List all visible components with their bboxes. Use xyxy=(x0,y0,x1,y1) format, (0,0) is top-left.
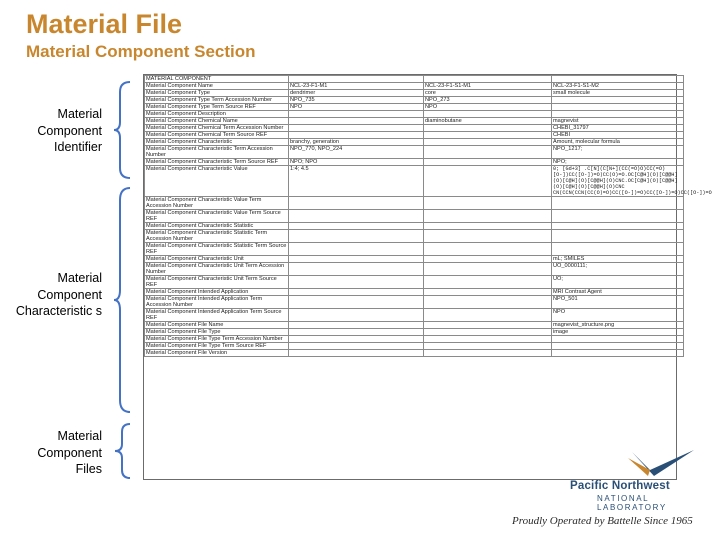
value-cell xyxy=(552,223,684,230)
table-row xyxy=(145,111,684,118)
value-cell: NPO_273 xyxy=(424,97,552,104)
value-cell: image xyxy=(552,329,684,336)
field-name-cell: Material Component File Name xyxy=(145,322,289,329)
pnnl-subtitle: NATIONAL LABORATORY xyxy=(597,494,667,512)
value-cell: Amount, molecular formula xyxy=(552,139,684,146)
table-row xyxy=(145,125,684,132)
field-name-cell: Material Component Chemical Term Source REF xyxy=(145,132,289,139)
value-cell: NPO xyxy=(424,104,552,111)
value-cell xyxy=(289,276,424,289)
table-row xyxy=(145,118,684,125)
value-cell xyxy=(424,230,552,243)
value-cell: dendrimer xyxy=(289,90,424,97)
table-row xyxy=(145,139,684,146)
field-name-cell: Material Component Type Term Source REF xyxy=(145,104,289,111)
table-row xyxy=(145,159,684,166)
value-cell xyxy=(424,166,552,197)
value-cell: NPO_501 xyxy=(552,296,684,309)
field-name-cell: Material Component Characteristic Term Source REF xyxy=(145,159,289,166)
field-name-cell: Material Component Characteristic Unit xyxy=(145,256,289,263)
files-group-label: Material Component Files xyxy=(37,429,102,476)
value-cell: NPO xyxy=(289,104,424,111)
value-cell xyxy=(289,336,424,343)
value-cell: NCL-23-F1-S1-M1 xyxy=(424,83,552,90)
value-cell xyxy=(424,210,552,223)
value-cell: NCL-23-F1-M1 xyxy=(289,83,424,90)
field-name-cell: Material Component Characteristic Value Term Accession Number xyxy=(145,197,289,210)
value-cell: UO; xyxy=(552,276,684,289)
field-name-cell: Material Component Characteristic Value xyxy=(145,166,289,197)
value-cell xyxy=(424,139,552,146)
field-name-cell: Material Component Description xyxy=(145,111,289,118)
value-cell: branchy, generation xyxy=(289,139,424,146)
value-cell: NPO; xyxy=(552,159,684,166)
field-name-cell: Material Component Name xyxy=(145,83,289,90)
value-cell: NPO_770, NPO_224 xyxy=(289,146,424,159)
table-row xyxy=(145,336,684,343)
table-row xyxy=(145,83,684,90)
value-cell xyxy=(424,322,552,329)
value-cell xyxy=(552,97,684,104)
slide-subtitle: Material Component Section xyxy=(26,42,256,61)
table-row xyxy=(145,210,684,223)
value-cell xyxy=(552,230,684,243)
value-cell xyxy=(552,197,684,210)
value-cell xyxy=(289,289,424,296)
value-cell: NPO xyxy=(552,309,684,322)
field-name-cell: MATERIAL COMPONENT xyxy=(145,76,289,83)
value-cell xyxy=(552,243,684,256)
table-row xyxy=(145,350,684,357)
value-cell: 0; [Gd+3] .C[N](C[N+](CC(=O)O)CC(=O)[O-])CC([O-])=O)CC(O)=O.OC[C@H](O)[C@@H](O)[C@H](O)[C@@H](O)CNC.OC[C@H](O)[C@@H](O)[C@H](O)[C@@H](O)CNC CN(CCN(CCN(CC(O)=O)CC([O-])=O)CC([O-])=O)CC([O-])=O xyxy=(553,166,712,196)
value-cell xyxy=(552,76,684,83)
characteristics-group-label: Material Component Characteristic s xyxy=(15,271,102,318)
files-brace xyxy=(112,422,134,480)
value-cell xyxy=(424,111,552,118)
value-cell: small molecule xyxy=(552,90,684,97)
value-cell xyxy=(424,276,552,289)
table-row xyxy=(145,276,684,289)
table-row xyxy=(145,166,684,197)
identifier-group-label: Material Component Identifier xyxy=(37,107,102,154)
value-cell xyxy=(424,146,552,159)
field-name-cell: Material Component Chemical Name xyxy=(145,118,289,125)
slide-title: Material File xyxy=(26,9,183,39)
table-row xyxy=(145,322,684,329)
material-component-grid xyxy=(144,75,712,357)
field-name-cell: Material Component Characteristic Value Term Source REF xyxy=(145,210,289,223)
field-name-cell: Material Component Characteristic Term Accession Number xyxy=(145,146,289,159)
table-row xyxy=(145,256,684,263)
value-cell xyxy=(424,243,552,256)
table-row xyxy=(145,132,684,139)
value-cell xyxy=(424,125,552,132)
table-row xyxy=(145,329,684,336)
field-name-cell: Material Component File Version xyxy=(145,350,289,357)
field-name-cell: Material Component Characteristic Unit Term Accession Number xyxy=(145,263,289,276)
value-cell: diaminobutane xyxy=(424,118,552,125)
value-cell: magnevist_structure.png xyxy=(552,322,684,329)
table-row xyxy=(145,309,684,322)
value-cell xyxy=(552,350,684,357)
field-name-cell: Material Component Characteristic Statistic xyxy=(145,223,289,230)
value-cell xyxy=(289,132,424,139)
value-cell xyxy=(289,350,424,357)
table-row xyxy=(145,90,684,97)
value-cell xyxy=(289,243,424,256)
value-cell: NPO_1217; xyxy=(552,146,684,159)
table-row xyxy=(145,343,684,350)
value-cell: MRI Contrast Agent xyxy=(552,289,684,296)
field-name-cell: Material Component Type xyxy=(145,90,289,97)
field-name-cell: Material Component File Type Term Accession Number xyxy=(145,336,289,343)
value-cell xyxy=(424,263,552,276)
value-cell: NPO; NPO xyxy=(289,159,424,166)
value-cell xyxy=(424,76,552,83)
field-name-cell: Material Component Characteristic Unit Term Source REF xyxy=(145,276,289,289)
value-cell xyxy=(289,309,424,322)
field-name-cell: Material Component File Type xyxy=(145,329,289,336)
value-cell xyxy=(289,210,424,223)
value-cell xyxy=(289,223,424,230)
value-cell xyxy=(289,76,424,83)
field-name-cell: Material Component Intended Application xyxy=(145,289,289,296)
value-cell xyxy=(424,159,552,166)
value-cell xyxy=(424,336,552,343)
table-row xyxy=(145,76,684,83)
value-cell xyxy=(289,111,424,118)
table-row xyxy=(145,97,684,104)
table-row xyxy=(145,296,684,309)
value-cell xyxy=(289,256,424,263)
value-cell xyxy=(289,230,424,243)
table-row xyxy=(145,289,684,296)
value-cell xyxy=(289,329,424,336)
table-row xyxy=(145,263,684,276)
field-name-cell: Material Component Intended Application Term Source REF xyxy=(145,309,289,322)
value-cell xyxy=(289,296,424,309)
value-cell: CHEBI xyxy=(552,132,684,139)
field-name-cell: Material Component Type Term Accession Number xyxy=(145,97,289,104)
value-cell xyxy=(424,197,552,210)
table-row xyxy=(145,197,684,210)
value-cell xyxy=(289,263,424,276)
value-cell: core xyxy=(424,90,552,97)
value-cell xyxy=(289,125,424,132)
pnnl-name: Pacific Northwest xyxy=(570,480,670,492)
value-cell xyxy=(289,343,424,350)
field-name-cell: Material Component Characteristic xyxy=(145,139,289,146)
value-cell xyxy=(424,309,552,322)
identifier-brace xyxy=(112,80,134,180)
value-cell: CHEBI_31797 xyxy=(552,125,684,132)
value-cell: NPO_735 xyxy=(289,97,424,104)
value-cell: magnevist xyxy=(552,118,684,125)
value-cell xyxy=(552,111,684,118)
value-cell: mL; SMILES xyxy=(552,256,684,263)
table-row xyxy=(145,243,684,256)
material-component-table xyxy=(143,74,712,480)
table-row xyxy=(145,223,684,230)
value-cell xyxy=(289,322,424,329)
pnnl-logo-icon xyxy=(628,448,698,482)
value-cell xyxy=(424,296,552,309)
table-row xyxy=(145,146,684,159)
field-name-cell: Material Component File Type Term Source REF xyxy=(145,343,289,350)
characteristics-brace xyxy=(112,186,134,414)
value-cell xyxy=(424,289,552,296)
value-cell xyxy=(552,104,684,111)
battelle-tagline: Proudly Operated by Battelle Since 1965 xyxy=(512,515,693,527)
value-cell xyxy=(424,223,552,230)
field-name-cell: Material Component Intended Application Term Accession Number xyxy=(145,296,289,309)
value-cell xyxy=(424,256,552,263)
value-cell xyxy=(552,336,684,343)
value-cell: NCL-23-F1-S1-M2 xyxy=(552,83,684,90)
value-cell xyxy=(424,132,552,139)
value-cell: UO_0000111; xyxy=(552,263,684,276)
value-cell: 1:4; 4.5 xyxy=(289,166,424,197)
value-cell xyxy=(289,197,424,210)
value-cell xyxy=(424,343,552,350)
value-cell xyxy=(424,350,552,357)
value-cell xyxy=(424,329,552,336)
field-name-cell: Material Component Characteristic Statistic Term Accession Number xyxy=(145,230,289,243)
value-cell xyxy=(552,210,684,223)
value-cell xyxy=(289,118,424,125)
table-row xyxy=(145,104,684,111)
field-name-cell: Material Component Characteristic Statistic Term Source REF xyxy=(145,243,289,256)
value-cell xyxy=(552,343,684,350)
table-row xyxy=(145,230,684,243)
field-name-cell: Material Component Chemical Term Accession Number xyxy=(145,125,289,132)
